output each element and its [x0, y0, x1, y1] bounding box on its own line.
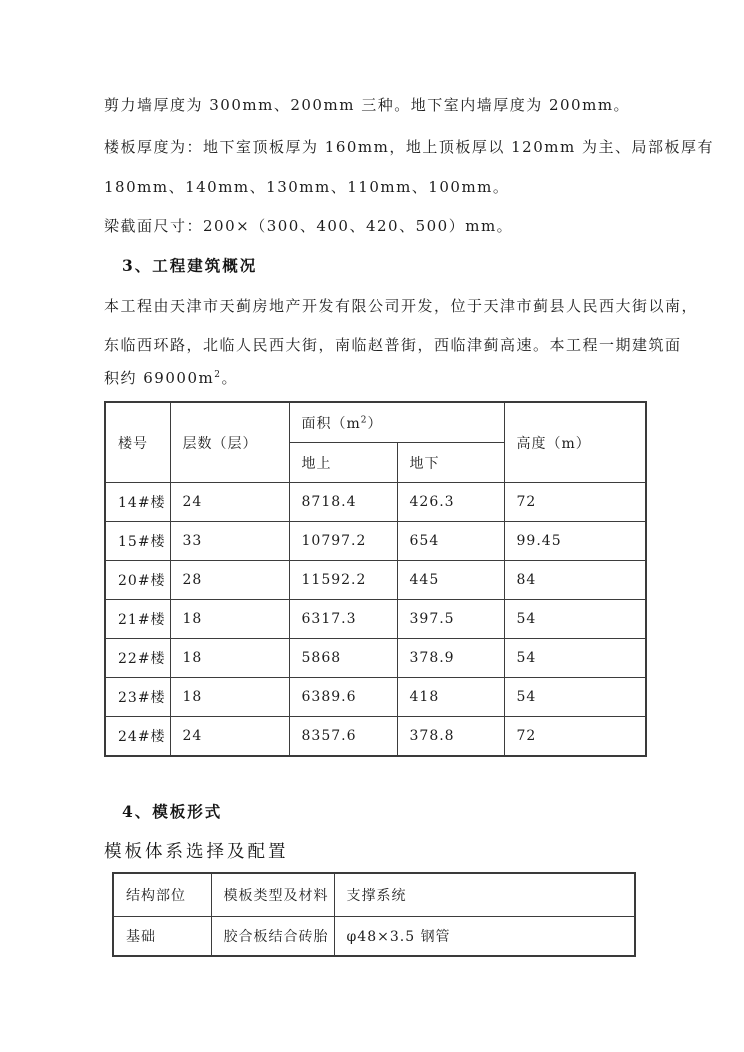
cell-structure-part: 基础 [113, 917, 211, 957]
table-row [105, 678, 646, 717]
header-above-ground: 地上 [289, 443, 397, 483]
area-value-text: 积约 69000 [104, 369, 199, 387]
header-floors: 层数（层） [170, 402, 289, 483]
header-formwork-type: 模板类型及材料 [211, 873, 334, 917]
cell-building: 23#楼 [105, 678, 170, 717]
period-text: 。 [221, 369, 238, 387]
cell-floors: 28 [170, 561, 289, 600]
paragraph-slab-line2: 180mm、140mm、130mm、110mm、100mm。 [104, 178, 510, 196]
header-building: 楼号 [105, 402, 170, 483]
formwork-subheading: 模板体系选择及配置 [104, 842, 289, 862]
cell-above: 6389.6 [289, 678, 397, 717]
cell-below: 418 [397, 678, 504, 717]
section-heading-3: 3、工程建筑概况 [122, 256, 258, 275]
table-row [113, 917, 635, 957]
paragraph-shear-wall: 剪力墙厚度为 300mm、200mm 三种。地下室内墙厚度为 200mm。 [104, 96, 631, 114]
cell-floors: 18 [170, 639, 289, 678]
building-area-table [104, 401, 647, 757]
table-row [105, 639, 646, 678]
section-heading-4: 4、模板形式 [122, 802, 223, 821]
cell-above: 5868 [289, 639, 397, 678]
cell-below: 426.3 [397, 483, 504, 522]
paragraph-beam-size: 梁截面尺寸：200×（300、400、420、500）mm。 [104, 217, 514, 235]
sqm-superscript: 2 [214, 370, 222, 380]
cell-height: 72 [504, 483, 646, 522]
cell-height: 72 [504, 717, 646, 757]
cell-building: 24#楼 [105, 717, 170, 757]
cell-above: 8357.6 [289, 717, 397, 757]
header-below-ground: 地下 [397, 443, 504, 483]
table-header-row [105, 402, 646, 443]
cell-formwork-type: 胶合板结合砖胎 [211, 917, 334, 957]
cell-above: 8718.4 [289, 483, 397, 522]
area-label: 面积（m [301, 415, 361, 432]
cell-height: 84 [504, 561, 646, 600]
cell-below: 654 [397, 522, 504, 561]
cell-support-system: φ48×3.5 钢管 [334, 917, 635, 957]
cell-below: 397.5 [397, 600, 504, 639]
cell-floors: 24 [170, 483, 289, 522]
table-row [105, 522, 646, 561]
cell-below: 378.8 [397, 717, 504, 757]
cell-floors: 33 [170, 522, 289, 561]
sqm-unit: m [198, 369, 215, 387]
table-row [105, 600, 646, 639]
cell-floors: 18 [170, 600, 289, 639]
paragraph-overview-line2: 东临西环路，北临人民西大街，南临赵普街，西临津蓟高速。本工程一期建筑面 [104, 336, 682, 354]
cell-building: 14#楼 [105, 483, 170, 522]
cell-below: 378.9 [397, 639, 504, 678]
cell-floors: 24 [170, 717, 289, 757]
table-header-row [113, 873, 635, 917]
paragraph-slab-line1: 楼板厚度为：地下室顶板厚为 160mm，地上顶板厚以 120mm 为主、局部板厚有 [104, 138, 714, 156]
table-row [105, 561, 646, 600]
area-label-close: ） [367, 415, 383, 432]
table-row [105, 483, 646, 522]
table-row [105, 717, 646, 757]
cell-height: 54 [504, 678, 646, 717]
cell-below: 445 [397, 561, 504, 600]
cell-floors: 18 [170, 678, 289, 717]
area-superscript: 2 [360, 414, 368, 425]
formwork-system-table [112, 872, 636, 957]
header-height: 高度（m） [504, 402, 646, 483]
cell-above: 6317.3 [289, 600, 397, 639]
cell-height: 54 [504, 639, 646, 678]
cell-height: 99.45 [504, 522, 646, 561]
cell-above: 10797.2 [289, 522, 397, 561]
cell-building: 22#楼 [105, 639, 170, 678]
cell-building: 20#楼 [105, 561, 170, 600]
header-support-system: 支撑系统 [334, 873, 635, 917]
paragraph-overview-line3 [104, 358, 658, 398]
cell-above: 11592.2 [289, 561, 397, 600]
cell-height: 54 [504, 600, 646, 639]
header-structure-part: 结构部位 [113, 873, 211, 917]
cell-building: 21#楼 [105, 600, 170, 639]
paragraph-overview-line1: 本工程由天津市天蓟房地产开发有限公司开发，位于天津市蓟县人民西大街以南， [104, 297, 699, 315]
header-area [289, 402, 504, 443]
cell-building: 15#楼 [105, 522, 170, 561]
